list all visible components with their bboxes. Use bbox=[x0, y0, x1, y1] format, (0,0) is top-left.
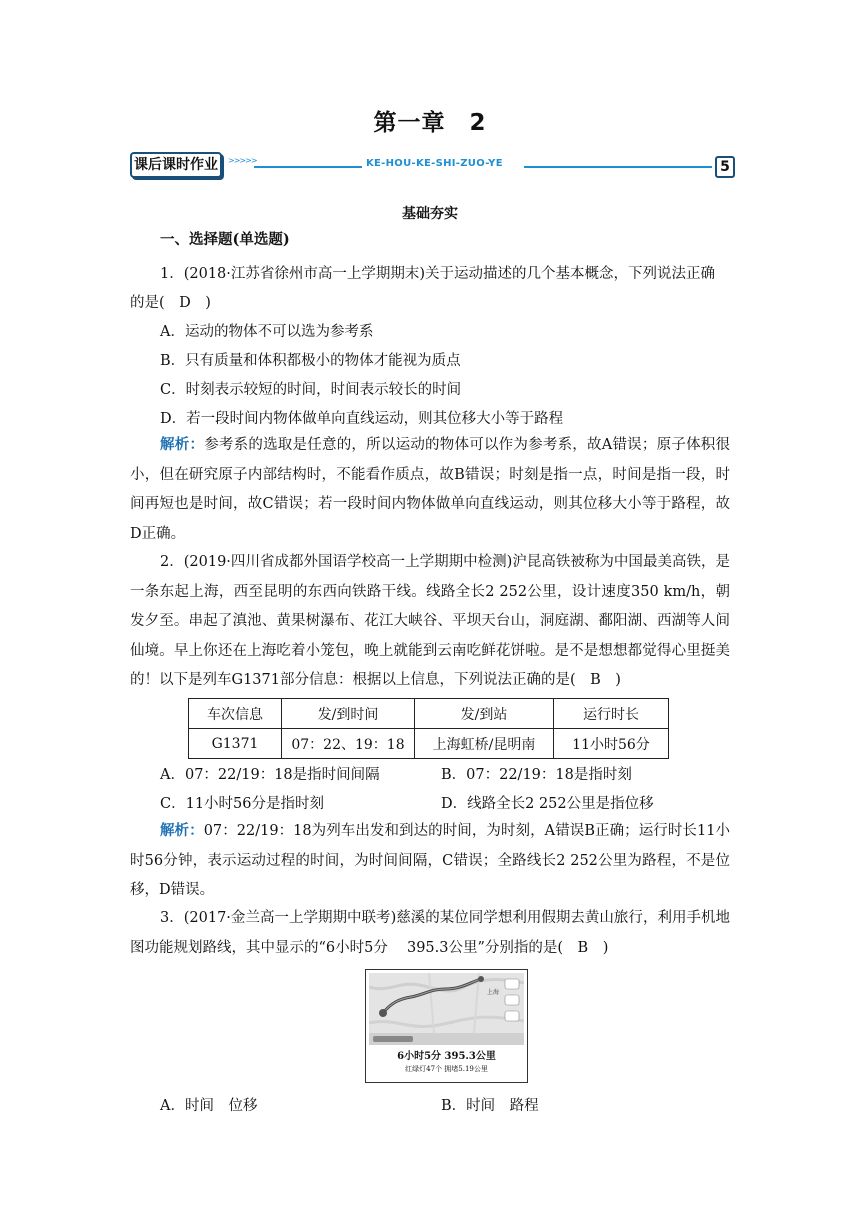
q2-analysis-label: 解析： bbox=[160, 822, 204, 839]
q2-analysis bbox=[130, 816, 730, 906]
q2-option-a: A．07：22/19：18是指时间间隔 bbox=[160, 767, 380, 783]
banner-pinyin: KE-HOU-KE-SHI-ZUO-YE bbox=[366, 158, 503, 169]
route-map-graphic bbox=[369, 973, 524, 1045]
map-city-label: 上海 bbox=[487, 989, 500, 996]
part-title: 一、选择题(单选题) bbox=[160, 231, 290, 248]
banner-label: 课后课时作业 bbox=[130, 152, 222, 178]
table-cell: 上海虹桥/昆明南 bbox=[415, 729, 554, 759]
q1-analysis bbox=[130, 430, 730, 549]
map-area bbox=[369, 973, 524, 1045]
q3-option-b: B．时间 路程 bbox=[441, 1098, 539, 1114]
banner-line-left bbox=[254, 166, 362, 168]
table-header-row bbox=[189, 699, 669, 729]
banner-number: 5 bbox=[715, 156, 735, 178]
table-header-cell: 发/到站 bbox=[415, 699, 554, 729]
table-cell: G1371 bbox=[189, 729, 282, 759]
q1-analysis-text: 参考系的选取是任意的，所以运动的物体可以作为参考系，故A错误；原子体积很小，但在研究原子内部结构时，不能看作质点，故B错误；时刻是指一点，时间是指一段，时间再短也是时间，故C错误；若一段时间内物体做单向直线运动，则其位移大小等于路程，故D正确。 bbox=[130, 437, 731, 542]
q2-analysis-text: 07：22/19：18为列车出发和到达的时间，为时刻，A错误B正确；运行时长11小时56分钟，表示运动过程的时间，为时间间隔，C错误；全路线长2 252公里为路程，不是位移，D错误。 bbox=[130, 823, 730, 898]
train-info-table bbox=[188, 698, 669, 759]
banner-line-right bbox=[524, 166, 712, 168]
homework-banner bbox=[130, 149, 735, 183]
chapter-title: 第一章 2 bbox=[373, 110, 487, 136]
q1-option-c: C．时刻表示较短的时间，时间表示较长的时间 bbox=[160, 382, 462, 398]
q2-option-b: B．07：22/19：18是指时刻 bbox=[441, 767, 632, 783]
q1-option-a: A．运动的物体不可以选为参考系 bbox=[160, 324, 374, 340]
q1-stem-line1: 1．(2018·江苏省徐州市高一上学期期末)关于运动描述的几个基本概念，下列说法正确 bbox=[160, 266, 716, 282]
table-cell: 07：22、19：18 bbox=[282, 729, 415, 759]
table-header-cell: 车次信息 bbox=[189, 699, 282, 729]
q2-option-c: C．11小时56分是指时刻 bbox=[160, 796, 324, 812]
q2-stem: 2．(2019·四川省成都外国语学校高一上学期期中检测)沪昆高铁被称为中国最美高铁，是一条东起上海，西至昆明的东西向铁路干线。线路全长2 252公里，设计速度350 km/h，朝发夕至。串起了滇池、黄果树瀑布、花江大峡谷、平坝天台山，洞庭湖、鄱阳湖、西湖等人间仙境。早上你还在上海吃着小笼包，晚上就能到云南吃鲜花饼啦。是不是想想都觉得心里挺美的！以下是列车G1371部分信息：根据以上信息，下列说法正确的是( B ) bbox=[130, 554, 730, 688]
q1-option-b: B．只有质量和体积都极小的物体才能视为质点 bbox=[160, 353, 461, 369]
q3-option-a: A．时间 位移 bbox=[160, 1098, 258, 1114]
banner-arrows: >>>>> bbox=[228, 156, 257, 165]
table-cell: 11小时56分 bbox=[554, 729, 669, 759]
table-row bbox=[189, 729, 669, 759]
q2-option-d: D．线路全长2 252公里是指位移 bbox=[441, 796, 654, 812]
q1-option-d: D．若一段时间内物体做单向直线运动，则其位移大小等于路程 bbox=[160, 411, 564, 427]
q1-stem-line2: 的是( D ) bbox=[130, 295, 211, 311]
table-header-cell: 运行时长 bbox=[554, 699, 669, 729]
section-title: 基础夯实 bbox=[402, 206, 458, 222]
map-route-summary: 6小时5分 395.3公里 bbox=[397, 1051, 496, 1062]
phone-map-screenshot bbox=[365, 969, 528, 1083]
q1-analysis-label: 解析： bbox=[160, 436, 205, 453]
table-header-cell: 发/到时间 bbox=[282, 699, 415, 729]
q3-stem: 3．(2017·金兰高一上学期期中联考)慈溪的某位同学想利用假期去黄山旅行，利用手机地图功能规划路线，其中显示的“6小时5分 395.3公里”分别指的是( B ) bbox=[130, 910, 730, 956]
map-route-details: 红绿灯47个 拥堵5.19公里 bbox=[405, 1065, 488, 1073]
